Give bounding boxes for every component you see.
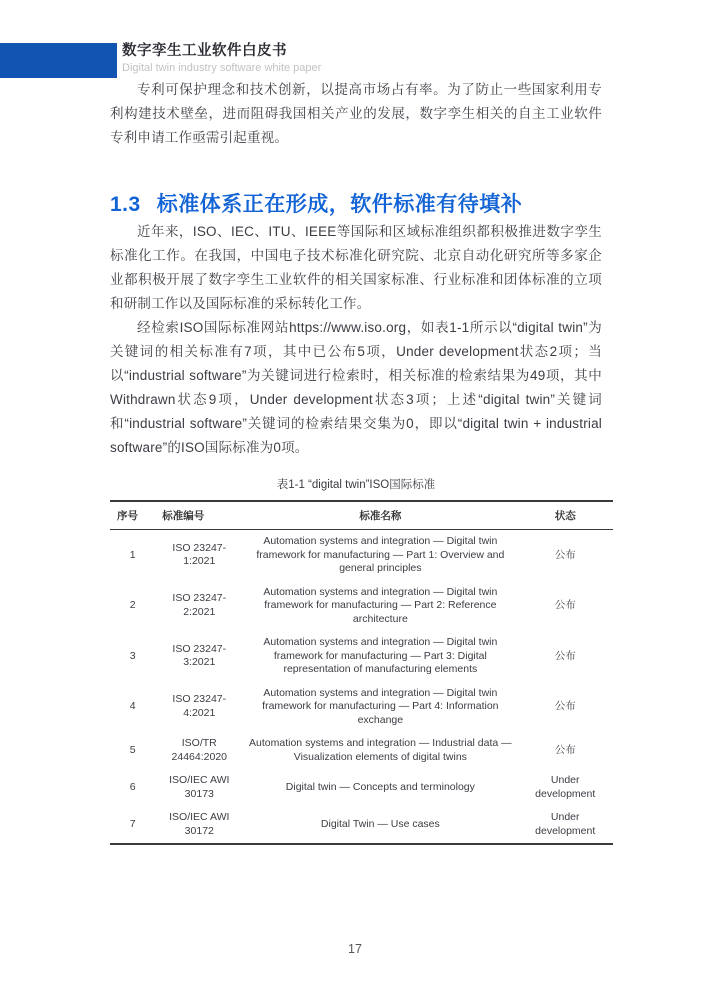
header-accent-bar [0,43,117,78]
cell-number: 4 [129,700,136,712]
cell-standard-name: Automation systems and integration — Digital twin framework for manufacturing — Part 1: Overview and general principles [256,535,505,574]
cell-standard-name: Digital twin — Concepts and terminology [285,780,475,793]
cell-status: Under development [535,774,596,800]
cell-status: 公布 [554,599,576,611]
table-row [110,806,613,844]
table-header-row [110,501,613,530]
cell-standard-code: ISO 23247-1:2021 [172,541,227,568]
standards-table-body [110,530,613,845]
cell-standard-name: Automation systems and integration — Industrial data — Visualization elements of digital twins [249,737,512,763]
cell-number: 1 [129,548,136,561]
column-header-status: 状态 [517,501,613,530]
cell-standard-name: Automation systems and integration — Digital twin framework for manufacturing — Part 2: Reference architecture [263,585,498,625]
section-number: 1.3 [110,193,141,216]
column-header-number: 序号 [110,501,155,530]
cell-status: 公布 [554,649,576,662]
table-row [110,732,613,769]
cell-standard-code: ISO 23247-4:2021 [172,693,227,719]
standards-table [110,500,613,845]
paragraph-iso-search: 经检索ISO国际标准网站https://www.iso.org，如表1-1所示以“digital twin”为关键词的相关标准有7项，其中已公布5项，Under development状态2项；当以“industrial software”为关键词进行检索时，相关标准的检索结果为49项，其中Withdrawn状态9项，Under development状态3项；上述“digital twin”关键词和“industrial software”关键词的检索结果交集为0，即以“digital twin + industrial software”的ISO国际标准为0项。 [110,320,602,455]
content-column [110,78,602,845]
section-title: 标准体系正在形成，软件标准有待填补 [156,193,523,216]
cell-standard-code: ISO 23247-3:2021 [172,642,227,669]
document-subtitle: Digital twin industry software white paper [122,62,322,74]
header-text-block [122,41,321,76]
cell-status: Under development [535,811,596,837]
page-number: 17 [348,942,362,956]
table-caption: 表1-1 “digital twin”ISO国际标准 [276,479,436,491]
cell-number: 2 [129,599,136,611]
column-header-name: 标准名称 [243,501,517,530]
section-heading [110,190,602,220]
cell-status: 公布 [554,743,576,756]
table-row [110,631,613,682]
cell-standard-name: Automation systems and integration — Digital twin framework for manufacturing — Part 3: Digital representation of manufacturing elements [263,636,498,675]
table-row [110,581,613,632]
cell-status: 公布 [554,700,576,712]
paragraph-standards-orgs: 近年来，ISO、IEC、ITU、IEEE等国际和区域标准组织都积极推进数字孪生标准化工作。在我国，中国电子技术标准化研究院、北京自动化研究所等多家企业都积极开展了数字孪生工业软件的相关国家标准、行业标准和团体标准的立项和研制工作以及国际标准的采标转化工作。 [110,224,602,311]
cell-standard-code: ISO/TR 24464:2020 [171,737,228,763]
cell-standard-code: ISO 23247-2:2021 [172,592,227,618]
cell-standard-code: ISO/IEC AWI 30172 [169,811,230,837]
cell-standard-code: ISO/IEC AWI 30173 [169,774,230,800]
standards-table-head [110,501,613,530]
table-row [110,530,613,581]
cell-standard-name: Automation systems and integration — Digital twin framework for manufacturing — Part 4: Information exchange [262,686,499,726]
cell-standard-name: Digital Twin — Use cases [320,817,440,830]
column-header-code: 标准编号 [155,501,243,530]
page-header [0,43,710,79]
document-title: 数字孪生工业软件白皮书 [122,43,287,59]
table-row [110,769,613,806]
cell-number: 5 [129,743,136,756]
cell-number: 6 [129,780,136,793]
cell-number: 3 [129,649,136,662]
paragraph-patents: 专利可保护理念和技术创新，以提高市场占有率。为了防止一些国家利用专利构建技术壁垒，进而阻碍我国相关产业的发展，数字孪生相关的自主工业软件专利申请工作亟需引起重视。 [110,82,602,145]
cell-status: 公布 [554,548,576,561]
cell-number: 7 [129,817,136,830]
table-row [110,682,613,733]
